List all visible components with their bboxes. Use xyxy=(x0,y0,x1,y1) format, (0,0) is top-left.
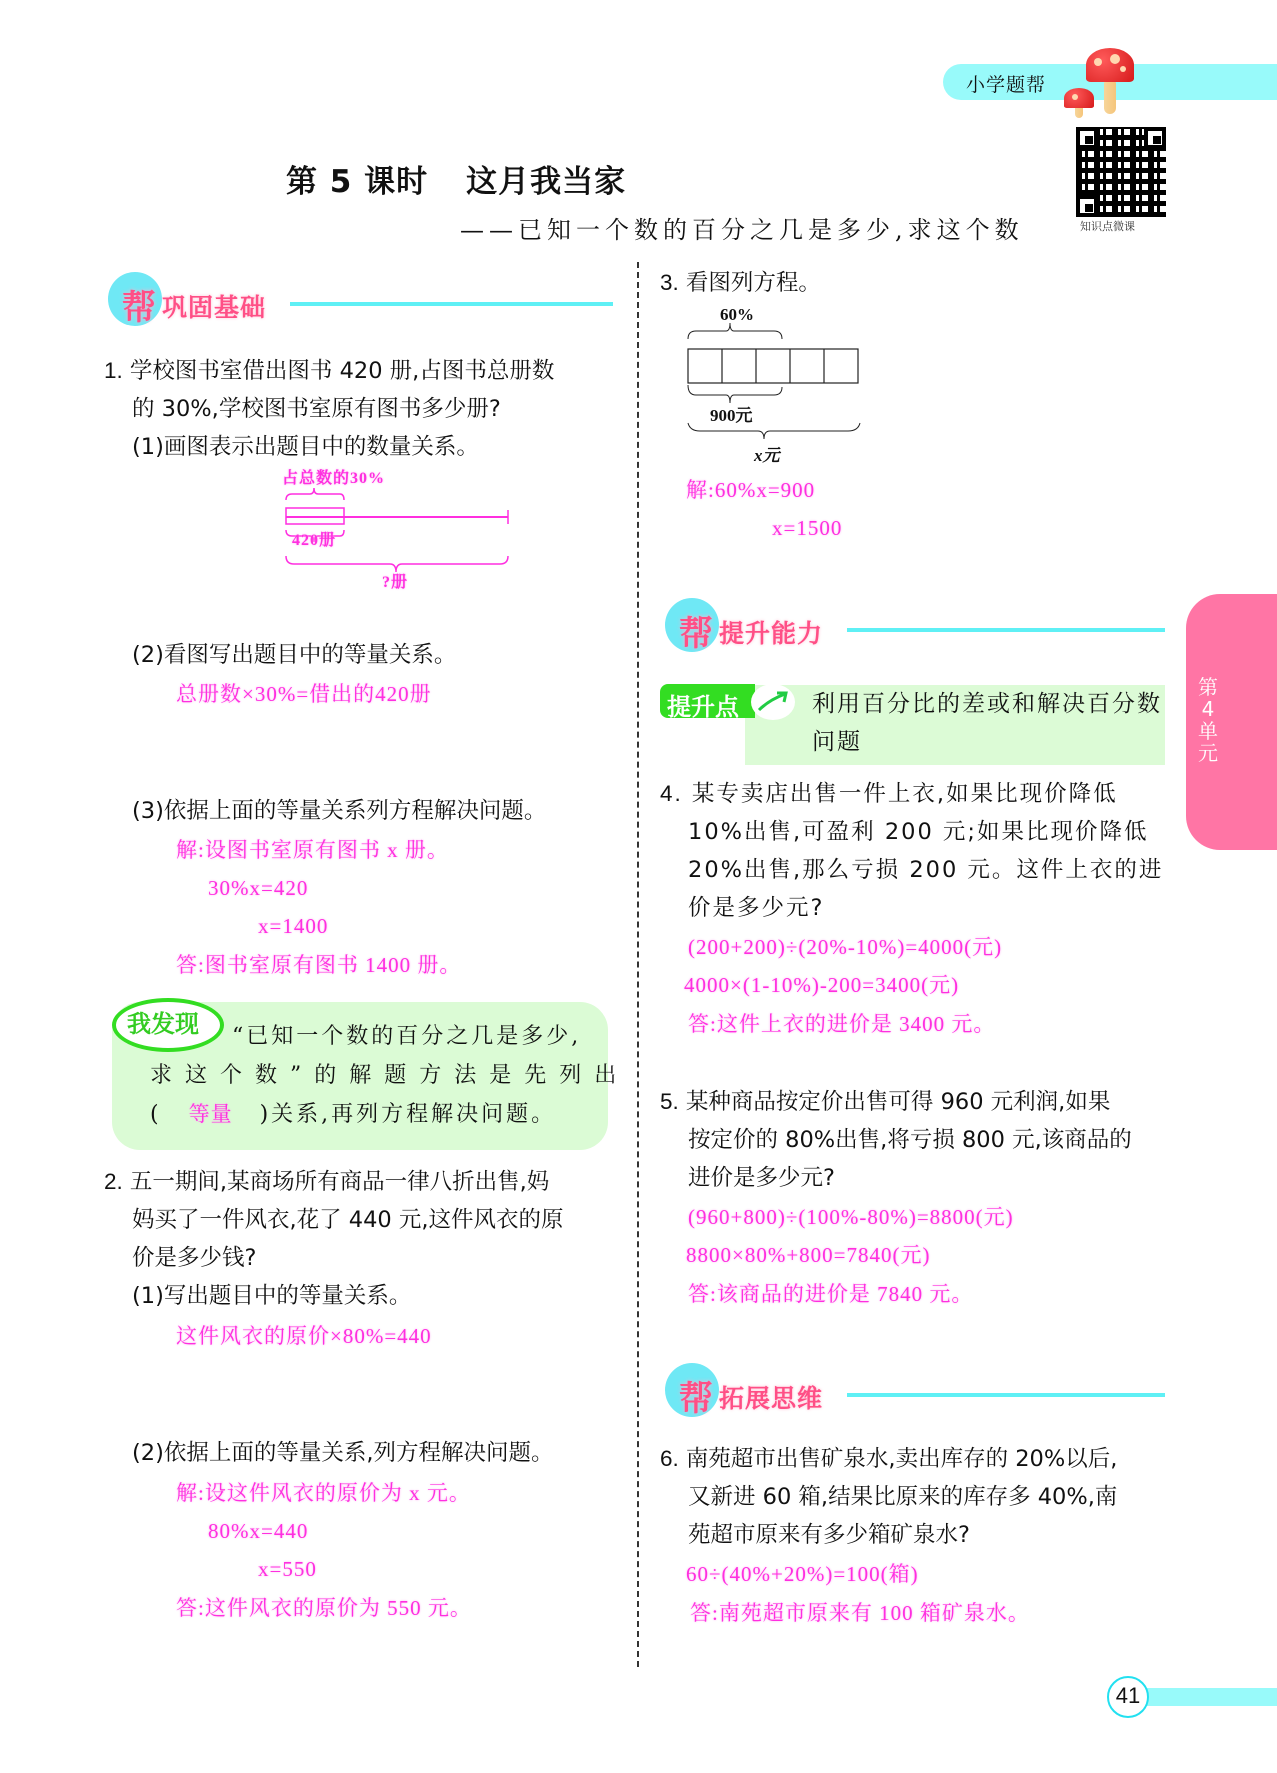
question-number: 2. xyxy=(104,1169,123,1194)
question-number: 3. xyxy=(660,270,679,295)
question-number: 4. xyxy=(660,781,683,806)
diagram-label-top: 60% xyxy=(720,305,754,324)
diagram-label-part: 900元 xyxy=(710,406,753,425)
discovery-text: 求这个数”的解题方法是先列出 xyxy=(150,1063,630,1088)
answer-text: 答:南苑超市原来有 100 箱矿泉水。 xyxy=(690,1601,1030,1625)
diagram-label-part: 420册 xyxy=(292,532,337,549)
q1-line-diagram xyxy=(282,470,512,590)
lesson-number: 第 5 课时 xyxy=(286,164,429,200)
answer-text: 答:这件上衣的进价是 3400 元。 xyxy=(688,1012,996,1036)
page-number-bar xyxy=(1140,1688,1277,1706)
diagram-label-top: 占总数的30% xyxy=(282,470,386,487)
question-text: 苑超市原来有多少箱矿泉水? xyxy=(688,1522,970,1548)
section-rule xyxy=(290,302,613,306)
question-text: 南苑超市出售矿泉水,卖出库存的 20%以后, xyxy=(685,1446,1118,1472)
arrow-up-right-icon xyxy=(751,684,795,720)
question-text: 价是多少元? xyxy=(688,895,825,921)
question-text: 妈买了一件风衣,花了 440 元,这件风衣的原 xyxy=(132,1207,564,1233)
improve-point-tag-label: 提升点 xyxy=(667,693,739,721)
lesson-name: 这月我当家 xyxy=(466,164,627,200)
diagram-label-whole: ?册 xyxy=(382,574,409,591)
question-5 xyxy=(660,1083,1170,1197)
answer-text: 60÷(40%+20%)=100(箱) xyxy=(686,1562,919,1586)
page-subtitle: ——已知一个数的百分之几是多少,求这个数 xyxy=(460,216,1024,244)
answer-text: (200+200)÷(20%-10%)=4000(元) xyxy=(688,935,1003,959)
question-text: 20%出售,那么亏损 200 元。这件上衣的进 xyxy=(688,857,1164,883)
question-text: 某种商品按定价出售可得 960 元利润,如果 xyxy=(685,1089,1111,1115)
section-bang: 帮 xyxy=(122,288,156,328)
answer-text: 30%x=420 xyxy=(208,876,309,900)
question-text: 10%出售,可盈利 200 元;如果比现价降低 xyxy=(688,819,1149,845)
answer-text: 80%x=440 xyxy=(208,1519,309,1543)
section-label: 提升能力 xyxy=(719,619,824,648)
unit-tab-label: 第4单元 xyxy=(1198,675,1218,765)
answer-text: 解:设图书室原有图书 x 册。 xyxy=(176,838,449,862)
question-number: 6. xyxy=(660,1446,679,1471)
column-divider xyxy=(637,262,639,1667)
question-number: 1. xyxy=(104,358,123,383)
page-title xyxy=(286,156,626,201)
discovery-text xyxy=(150,1095,556,1135)
section-bang: 帮 xyxy=(679,1379,713,1419)
sub-question-prompt: (2)看图写出题目中的等量关系。 xyxy=(132,642,457,668)
blank-answer: 等量 xyxy=(188,1102,233,1126)
sub-question-prompt: (1)写出题目中的等量关系。 xyxy=(132,1283,412,1309)
section-header-extend xyxy=(665,1363,1165,1423)
question-text: 看图列方程。 xyxy=(685,270,821,296)
answer-text: x=1400 xyxy=(258,914,329,938)
section-bang: 帮 xyxy=(679,614,713,654)
question-text: 价是多少钱? xyxy=(132,1245,257,1271)
section-rule xyxy=(847,628,1165,632)
discovery-text-rest: )关系,再列方程解决问题。 xyxy=(259,1102,557,1127)
blank-open: ( xyxy=(150,1102,162,1127)
question-number: 5. xyxy=(660,1089,679,1114)
answer-text: (960+800)÷(100%-80%)=8800(元) xyxy=(688,1205,1014,1229)
question-text: 又新进 60 箱,结果比原来的库存多 40%,南 xyxy=(688,1484,1118,1510)
improve-point-text: 利用百分比的差或和解决百分数问题 xyxy=(812,691,1162,755)
section-rule xyxy=(847,1393,1165,1397)
answer-text: 8800×80%+800=7840(元) xyxy=(686,1243,931,1267)
answer-text: 解:设这件风衣的原价为 x 元。 xyxy=(176,1481,471,1505)
sub-question-prompt: (2)依据上面的等量关系,列方程解决问题。 xyxy=(132,1440,554,1466)
section-header-improve xyxy=(665,598,1165,658)
answer-text: 答:这件风衣的原价为 550 元。 xyxy=(176,1596,472,1620)
discovery-badge: 我发现 xyxy=(127,1010,199,1038)
answer-text: 答:该商品的进价是 7840 元。 xyxy=(688,1282,974,1306)
answer-text: 答:图书室原有图书 1400 册。 xyxy=(176,953,462,977)
answer-text: 这件风衣的原价×80%=440 xyxy=(176,1324,432,1348)
question-text: 的 30%,学校图书室原有图书多少册? xyxy=(132,396,501,422)
answer-text: 4000×(1-10%)-200=3400(元) xyxy=(684,973,960,997)
question-2 xyxy=(104,1163,624,1315)
question-text: 按定价的 80%出售,将亏损 800 元,该商品的 xyxy=(688,1127,1132,1153)
question-1 xyxy=(104,352,624,466)
answer-text: x=1500 xyxy=(772,516,843,540)
question-text: 学校图书室借出图书 420 册,占图书总册数 xyxy=(129,358,555,384)
question-text: 某专卖店出售一件上衣,如果比现价降低 xyxy=(691,781,1118,807)
answer-text: 总册数×30%=借出的420册 xyxy=(176,682,432,706)
discovery-text: “已知一个数的百分之几是多少, xyxy=(232,1024,582,1049)
section-label: 拓展思维 xyxy=(719,1384,824,1413)
question-text: 进价是多少元? xyxy=(688,1165,835,1191)
question-6 xyxy=(660,1440,1170,1554)
section-label: 巩固基础 xyxy=(162,293,267,322)
mushroom-icon xyxy=(1058,48,1138,118)
question-text: 五一期间,某商场所有商品一律八折出售,妈 xyxy=(129,1169,550,1195)
section-header-basics xyxy=(108,272,613,332)
question-4 xyxy=(660,775,1170,927)
sub-question-prompt: (1)画图表示出题目中的数量关系。 xyxy=(132,434,479,460)
sub-question-prompt: (3)依据上面的等量关系列方程解决问题。 xyxy=(132,798,547,824)
qr-code[interactable] xyxy=(1076,127,1166,217)
brand-label: 小学题帮 xyxy=(966,74,1047,96)
q3-box-diagram xyxy=(680,305,870,465)
answer-text: 解:60%x=900 xyxy=(686,478,816,502)
answer-text: x=550 xyxy=(258,1557,317,1581)
qr-label: 知识点微课 xyxy=(1080,220,1135,233)
page-number: 41 xyxy=(1115,1683,1141,1708)
diagram-label-whole: x元 xyxy=(754,446,780,465)
question-3 xyxy=(660,264,821,302)
